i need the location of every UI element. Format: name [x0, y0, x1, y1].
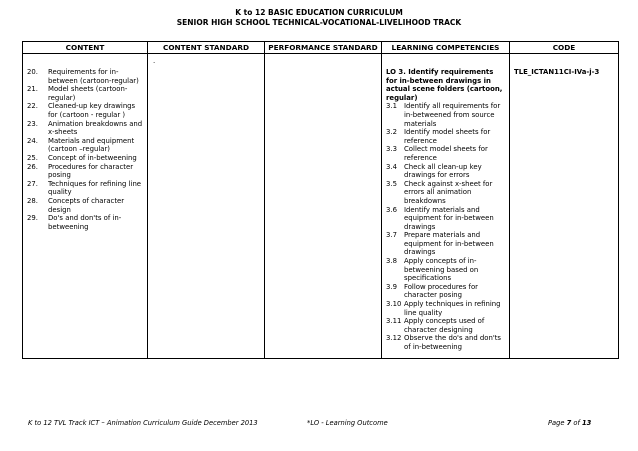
- page-prefix: Page: [548, 419, 567, 427]
- item-text: Techniques for refining line quality: [48, 179, 142, 197]
- item-number: 3.5: [386, 179, 397, 188]
- content-standard-cell: [148, 54, 265, 359]
- list-item: [386, 163, 505, 180]
- curriculum-table: [22, 41, 619, 359]
- code-cell: [510, 54, 619, 359]
- list-item: [27, 120, 143, 137]
- column-header-learning-competencies: LEARNING COMPETENCIES: [382, 42, 510, 54]
- competency-code: TLE_ICTAN11CI-IVa-j-3: [514, 68, 600, 76]
- item-text: Apply concepts used of character designing: [404, 317, 485, 334]
- list-item: [27, 180, 143, 197]
- competency-list: [386, 102, 505, 351]
- footer-document-title: K to 12 TVL Track ICT – Animation Curriculum Guide December 2013: [28, 419, 258, 427]
- item-text: Procedures for character posing: [48, 162, 134, 180]
- column-header-performance-standard: PERFORMANCE STANDARD: [265, 42, 382, 54]
- item-number: 3.12: [386, 334, 402, 343]
- list-item: [27, 163, 143, 180]
- header-subtitle: SENIOR HIGH SCHOOL TECHNICAL-VOCATIONAL-LIVELIHOOD TRACK: [176, 17, 462, 27]
- column-header-code: CODE: [510, 42, 619, 54]
- item-text: Animation breakdowns and x-sheets: [48, 119, 143, 137]
- list-item: [27, 85, 143, 102]
- column-header-content-standard: CONTENT STANDARD: [148, 42, 265, 54]
- list-item: [27, 154, 143, 163]
- column-header-content: CONTENT: [23, 42, 148, 54]
- list-item: [386, 283, 505, 300]
- item-text: Prepare materials and equipment for in-between drawings: [404, 231, 494, 257]
- content-standard-mark: .: [153, 57, 156, 65]
- list-item: [386, 102, 505, 128]
- page-current: 7: [566, 419, 572, 427]
- item-number: 3.1: [386, 102, 397, 111]
- list-item: [386, 334, 505, 351]
- list-item: [386, 300, 505, 317]
- list-item: [386, 206, 505, 232]
- item-number: 28.: [27, 196, 38, 205]
- item-text: Observe the do's and don'ts of in-betweening: [404, 334, 502, 351]
- item-number: 3.4: [386, 162, 397, 171]
- list-item: [386, 257, 505, 283]
- list-item: [27, 137, 143, 154]
- learning-competencies-cell: [382, 54, 510, 359]
- item-number: 27.: [27, 179, 38, 188]
- item-number: 3.7: [386, 231, 397, 240]
- item-text: Check against x-sheet for errors all animation breakdowns: [404, 179, 493, 205]
- item-text: Follow procedures for character posing: [404, 282, 479, 300]
- list-item: [386, 231, 505, 257]
- footer-legend: *LO - Learning Outcome: [307, 419, 388, 427]
- list-item: [27, 102, 143, 119]
- table-row: [23, 54, 619, 359]
- item-number: 20.: [27, 68, 38, 76]
- page-total: 13: [581, 419, 592, 427]
- item-number: 24.: [27, 136, 38, 145]
- item-text: Materials and equipment (cartoon –regular): [48, 136, 135, 154]
- page-of: of: [571, 419, 582, 427]
- item-text: Apply techniques in refining line quality: [404, 300, 501, 317]
- learning-outcome: LO 3. Identify requirements for in-between drawings in actual scene folders (cartoon, regular): [386, 68, 503, 102]
- list-item: [27, 214, 143, 231]
- list-item: [386, 180, 505, 206]
- item-text: Check all clean-up key drawings for errors: [404, 162, 482, 180]
- list-item: [386, 317, 505, 334]
- content-list: [27, 68, 143, 231]
- item-text: Identify model sheets for reference: [404, 128, 491, 145]
- item-number: 29.: [27, 214, 38, 223]
- list-item: [386, 128, 505, 145]
- content-cell: [23, 54, 148, 359]
- item-text: Model sheets (cartoon-regular): [48, 85, 128, 102]
- item-text: Collect model sheets for reference: [404, 145, 488, 162]
- item-number: 3.11: [386, 317, 402, 326]
- item-number: 3.9: [386, 282, 397, 291]
- item-text: Identify all requirements for in-betweened from source materials: [404, 102, 501, 128]
- item-text: Identify materials and equipment for in-between drawings: [404, 205, 494, 231]
- footer-page-number: [548, 419, 591, 428]
- item-number: 3.6: [386, 205, 397, 214]
- item-number: 3.2: [386, 128, 397, 137]
- header-title: K to 12 BASIC EDUCATION CURRICULUM: [235, 8, 403, 17]
- item-text: Cleaned-up key drawings for (cartoon - regular ): [48, 102, 136, 119]
- item-text: Concept of in-betweening: [48, 153, 137, 162]
- item-number: 25.: [27, 153, 38, 162]
- item-number: 22.: [27, 102, 38, 111]
- performance-standard-cell: [265, 54, 382, 359]
- item-number: 3.8: [386, 257, 397, 266]
- item-number: 21.: [27, 85, 38, 94]
- item-text: Concepts of character design: [48, 196, 125, 214]
- item-text: Do's and don'ts of in-betweening: [48, 214, 122, 231]
- item-number: 3.3: [386, 145, 397, 154]
- item-number: 26.: [27, 162, 38, 171]
- list-item: [27, 68, 143, 85]
- list-item: [27, 197, 143, 214]
- item-text: Apply concepts of in-betweening based on specifications: [404, 257, 479, 283]
- item-number: 3.10: [386, 300, 402, 309]
- item-text: Requirements for in-between (cartoon-regular): [48, 68, 139, 85]
- item-number: 23.: [27, 119, 38, 128]
- table-header-row: [23, 42, 619, 54]
- document-header: [0, 8, 638, 27]
- list-item: [386, 145, 505, 162]
